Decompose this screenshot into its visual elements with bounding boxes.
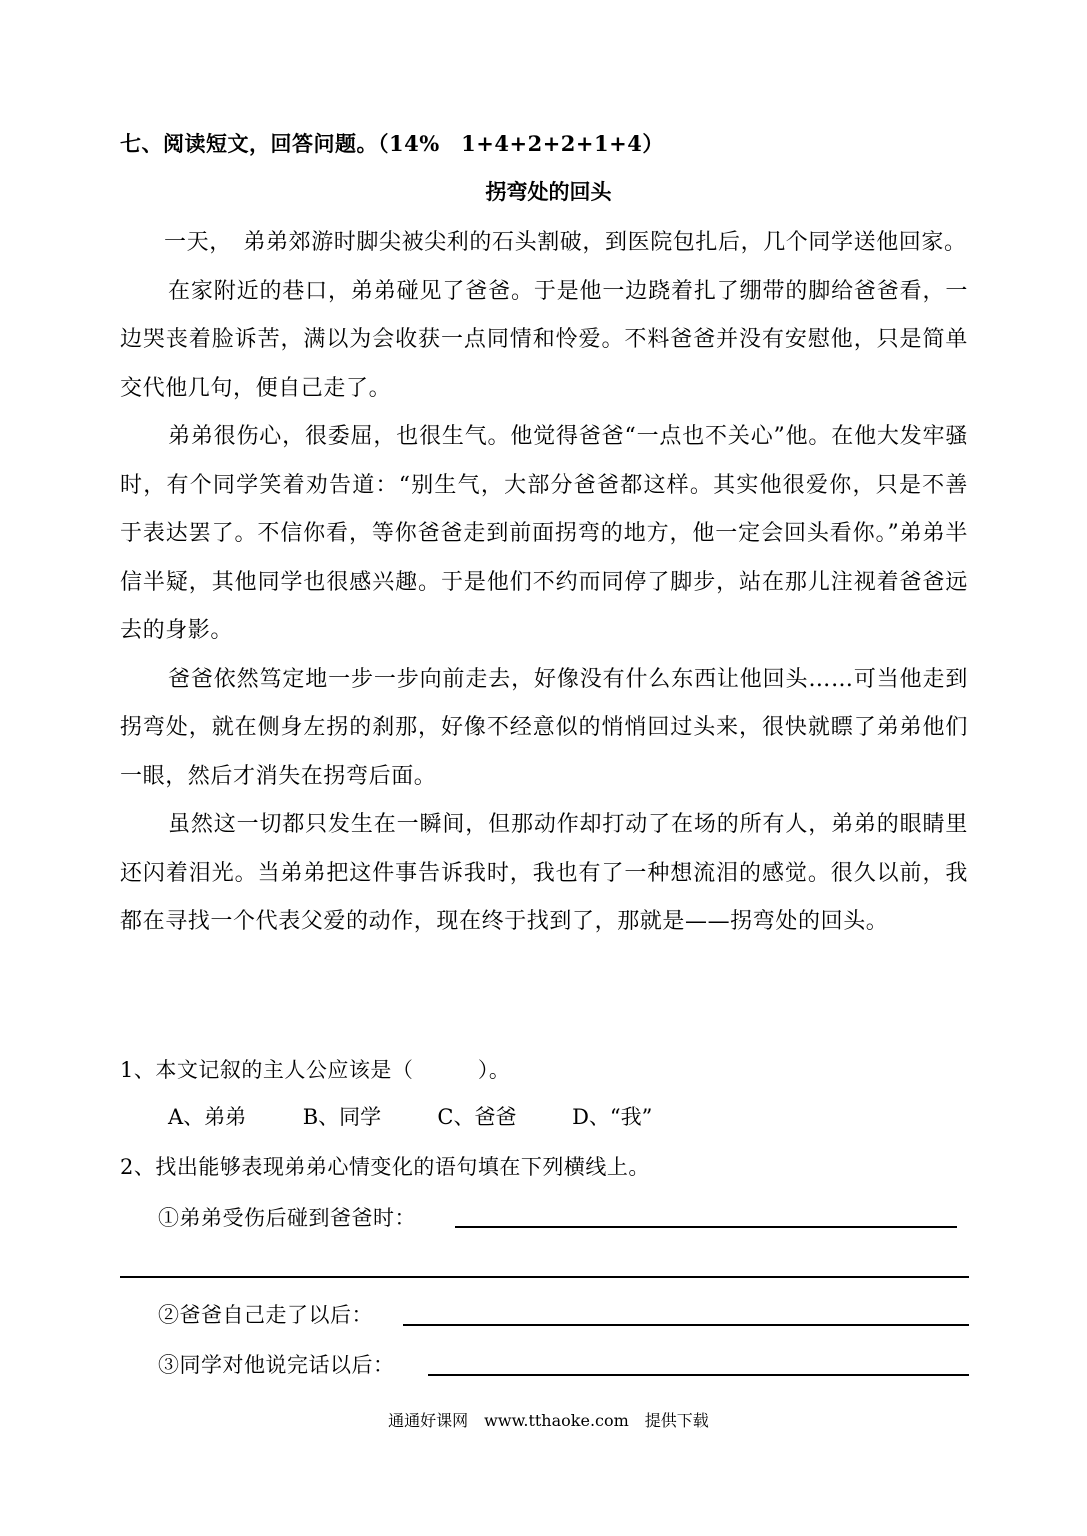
option-a[interactable]: A、弟弟 <box>168 1105 247 1129</box>
answer-line[interactable] <box>403 1324 969 1326</box>
article-paragraph: 爸爸依然笃定地一步一步向前走去，好像没有什么东西让他回头……可当他走到拐弯处，就在侧身左拐的刹那，好像不经意似的悄悄回过头来，很快就瞟了弟弟他们一眼，然后才消失在拐弯后面。 <box>120 666 968 789</box>
question-2-item-2: ②爸爸自己走了以后： <box>158 1303 373 1327</box>
option-b[interactable]: B、同学 <box>302 1105 382 1129</box>
answer-line[interactable] <box>428 1374 969 1376</box>
question-2-item-3: ③同学对他说完话以后： <box>158 1353 395 1377</box>
footer-credit: 通通好课网 www.tthaoke.com 提供下载 <box>388 1411 709 1430</box>
article-paragraph: 在家附近的巷口，弟弟碰见了爸爸。于是他一边跷着扎了绷带的脚给爸爸看，一边哭丧着脸诉苦，满以为会收获一点同情和怜爱。不料爸爸并没有安慰他，只是简单交代他几句，便自己走了。 <box>120 278 968 401</box>
option-d[interactable]: D、“我” <box>572 1105 653 1129</box>
answer-line[interactable] <box>455 1226 957 1228</box>
question-1-options <box>168 1101 652 1131</box>
article-paragraph: 弟弟很伤心，很委屈，也很生气。他觉得爸爸“一点也不关心”他。在他大发牢骚时，有个同学笑着劝告道：“别生气，大部分爸爸都这样。其实他很爱你，只是不善于表达罢了。不信你看，等你爸爸走到前面拐弯的地方，他一定会回头看你。”弟弟半信半疑，其他同学也很感兴趣。于是他们不约而同停了脚步，站在那儿注视着爸爸远去的身影。 <box>120 424 968 643</box>
question-2: 2、找出能够表现弟弟心情变化的语句填在下列横线上。 <box>120 1155 650 1179</box>
article-paragraph: 一天， 弟弟郊游时脚尖被尖利的石头割破，到医院包扎后，几个同学送他回家。 <box>164 230 967 255</box>
question-2-item-1: ①弟弟受伤后碰到爸爸时： <box>158 1206 416 1230</box>
question-1: 1、本文记叙的主人公应该是（ ）。 <box>120 1058 511 1082</box>
article-title: 拐弯处的回头 <box>485 179 612 204</box>
answer-line[interactable] <box>120 1276 969 1278</box>
article-paragraph: 虽然这一切都只发生在一瞬间，但那动作却打动了在场的所有人，弟弟的眼睛里还闪着泪光。当弟弟把这件事告诉我时，我也有了一种想流泪的感觉。很久以前，我都在寻找一个代表父爱的动作，现在终于找到了，那就是——拐弯处的回头。 <box>120 812 968 934</box>
article-body <box>120 219 968 947</box>
section-heading: 七、阅读短文，回答问题。（14% 1+4+2+2+1+4） <box>120 131 664 156</box>
option-c[interactable]: C、爸爸 <box>437 1105 517 1129</box>
